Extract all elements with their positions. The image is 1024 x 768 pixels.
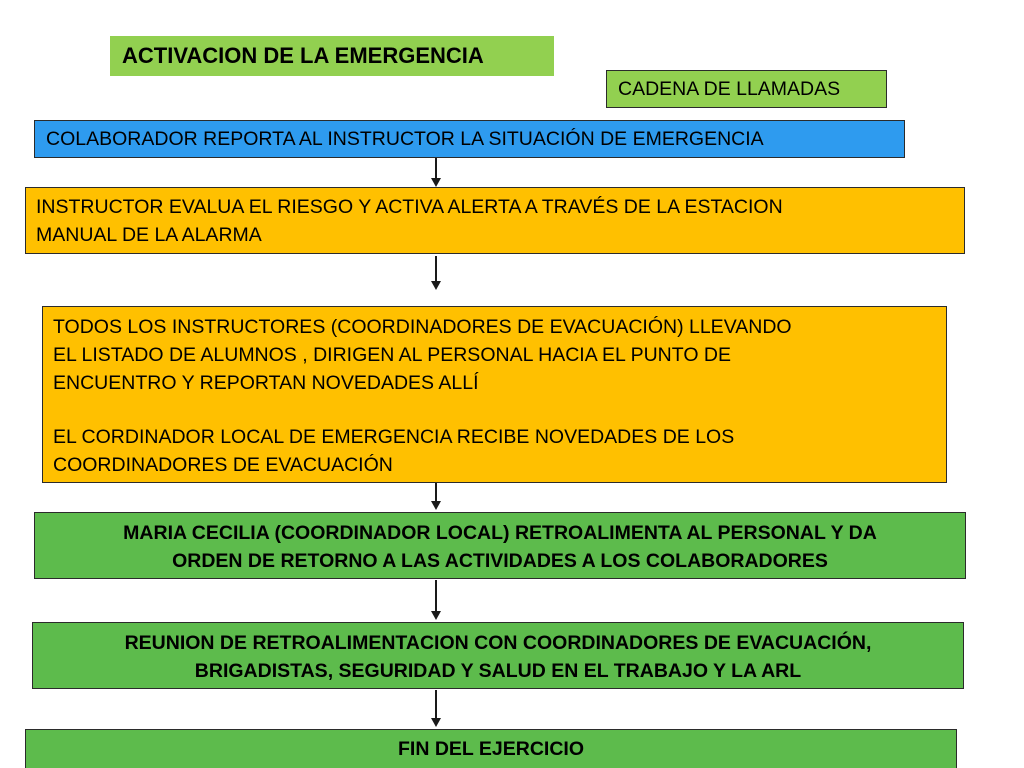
diagram-subtitle: CADENA DE LLAMADAS (606, 70, 887, 108)
step-3-p1-line-2: EL LISTADO DE ALUMNOS , DIRIGEN AL PERSONAL HACIA EL PUNTO DE (53, 344, 731, 366)
step-3-p2-line-2: COORDINADORES DE EVACUACIÓN (53, 454, 393, 476)
step-2-line-1: INSTRUCTOR EVALUA EL RIESGO Y ACTIVA ALERTA A TRAVÉS DE LA ESTACION (36, 196, 783, 218)
arrow-down-icon (430, 580, 442, 620)
arrow-down-icon (430, 158, 442, 187)
step-6-end: FIN DEL EJERCICIO (25, 729, 957, 768)
step-3-p2-line-1: EL CORDINADOR LOCAL DE EMERGENCIA RECIBE NOVEDADES DE LOS (53, 426, 735, 448)
step-3-p1-line-1: TODOS LOS INSTRUCTORES (COORDINADORES DE EVACUACIÓN) LLEVANDO (53, 316, 792, 338)
step-3-paragraph-1 (53, 313, 936, 397)
arrow-down-icon (430, 483, 442, 510)
step-4-line-2: ORDEN DE RETORNO A LAS ACTIVIDADES A LOS COLABORADORES (172, 550, 828, 572)
step-5-line-1: REUNION DE RETROALIMENTACION CON COORDINADORES DE EVACUACIÓN, (124, 632, 872, 654)
arrow-down-icon (430, 256, 442, 290)
step-5-line-2: BRIGADISTAS, SEGURIDAD Y SALUD EN EL TRABAJO Y LA ARL (194, 660, 802, 682)
step-4-feedback (34, 512, 966, 579)
step-3-evacuate (42, 306, 947, 483)
step-5-meeting (32, 622, 964, 689)
step-2-evaluate (25, 187, 965, 254)
step-3-paragraph-2 (53, 423, 936, 479)
step-4-line-1: MARIA CECILIA (COORDINADOR LOCAL) RETROALIMENTA AL PERSONAL Y DA (123, 522, 877, 544)
step-3-p1-line-3: ENCUENTRO Y REPORTAN NOVEDADES ALLÍ (53, 372, 479, 394)
step-1-report: COLABORADOR REPORTA AL INSTRUCTOR LA SITUACIÓN DE EMERGENCIA (34, 120, 905, 158)
step-2-line-2: MANUAL DE LA ALARMA (36, 224, 262, 246)
diagram-title: ACTIVACION DE LA EMERGENCIA (110, 36, 554, 76)
arrow-down-icon (430, 690, 442, 727)
